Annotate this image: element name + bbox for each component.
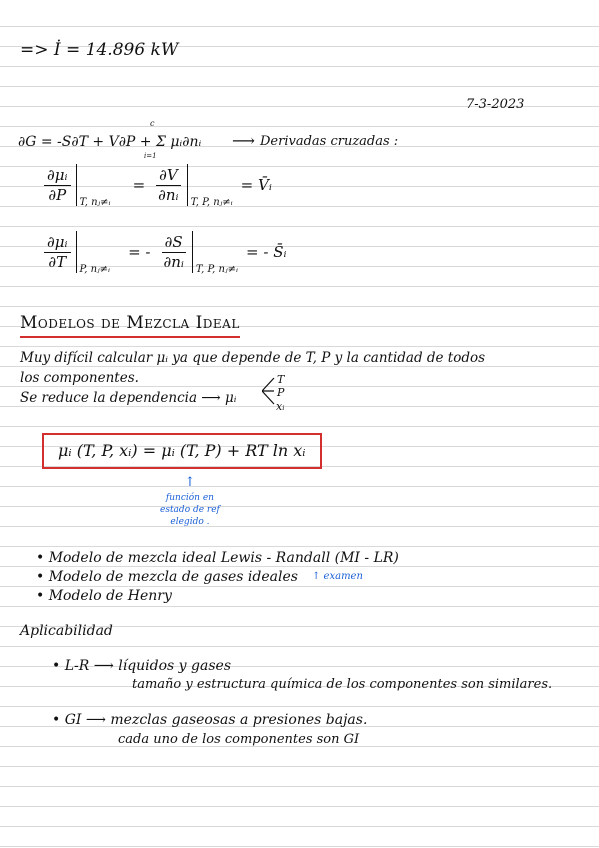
held-constant: T, nⱼ≠ᵢ xyxy=(79,197,111,208)
evaluation-bar xyxy=(76,231,111,273)
model-item-lewis-randall: • Modelo de mezcla ideal Lewis - Randall (MI - LR) xyxy=(36,550,399,566)
lhs-fraction xyxy=(44,232,71,271)
gi-line-2: cada uno de los componentes son GI xyxy=(118,732,360,747)
evaluation-bar xyxy=(192,231,238,273)
numerator: ∂μᵢ xyxy=(44,235,71,253)
arrow-icon: ⟶ xyxy=(232,131,255,150)
equals-sign: = xyxy=(132,176,146,194)
aplicabilidad-heading: Aplicabilidad xyxy=(20,623,113,639)
lhs-fraction xyxy=(44,165,71,204)
maxwell-relation-1 xyxy=(42,164,280,206)
note-line: estado de ref xyxy=(160,504,220,515)
body-line-1: Muy difícil calcular μᵢ ya que depende de T, P y la cantidad de todos xyxy=(20,350,486,366)
section-heading: Modelos de Mezcla Ideal xyxy=(20,313,240,338)
date: 7-3-2023 xyxy=(466,97,525,112)
denominator: ∂P xyxy=(48,185,67,204)
model-item-gases-ideales: • Modelo de mezcla de gases ideales xyxy=(36,569,298,585)
denominator: ∂T xyxy=(48,252,67,271)
model-item-henry: • Modelo de Henry xyxy=(36,588,172,604)
dependency-var-t: T xyxy=(277,373,285,386)
body-line-3: Se reduce la dependencia ⟶ μᵢ xyxy=(20,390,237,406)
rhs-fraction xyxy=(155,165,181,204)
evaluation-bar xyxy=(76,164,111,206)
held-constant: T, P, nⱼ≠ᵢ xyxy=(190,197,233,208)
maxwell-relation-2 xyxy=(42,231,294,273)
result: = V̄ᵢ xyxy=(240,176,272,194)
numerator: ∂V xyxy=(156,168,181,186)
reference-state-note xyxy=(160,474,220,528)
dependency-var-p: P xyxy=(277,386,285,399)
body-line-2: los componentes. xyxy=(20,370,139,386)
held-constant: T, P, nⱼ≠ᵢ xyxy=(195,264,239,275)
up-arrow-icon: ↑ xyxy=(184,475,196,490)
numerator: ∂μᵢ xyxy=(44,168,71,186)
derivadas-label: Derivadas cruzadas : xyxy=(260,134,399,149)
evaluation-bar xyxy=(187,164,233,206)
exam-note: ↑ examen xyxy=(312,571,363,582)
lr-line-2: tamaño y estructura química de los componentes son similares. xyxy=(132,677,553,692)
gi-line-1: • GI ⟶ mezclas gaseosas a presiones bajas. xyxy=(52,712,368,728)
denominator: ∂nᵢ xyxy=(163,252,184,271)
result: = - S̄ᵢ xyxy=(246,243,287,261)
rhs-fraction xyxy=(160,232,186,271)
gibbs-equation: ∂G = -S∂T + V∂P + Σ μᵢ∂nᵢ xyxy=(18,134,202,150)
boxed-equation: μᵢ (T, P, xᵢ) = μᵢ (T, P) + RT ln xᵢ xyxy=(42,433,322,469)
held-constant: P, nⱼ≠ᵢ xyxy=(79,264,111,275)
note-line: función en xyxy=(165,492,214,503)
note-line: elegido . xyxy=(170,516,210,527)
equals-sign: = - xyxy=(128,243,151,261)
dependency-var-x: xᵢ xyxy=(276,400,285,413)
numerator: ∂S xyxy=(162,235,186,253)
sum-lower-limit: i=1 xyxy=(144,152,157,160)
sum-upper-limit: c xyxy=(150,119,155,128)
lr-line-1: • L-R ⟶ líquidos y gases xyxy=(52,658,232,674)
top-result: => İ = 14.896 kW xyxy=(20,40,179,60)
denominator: ∂nᵢ xyxy=(158,185,179,204)
